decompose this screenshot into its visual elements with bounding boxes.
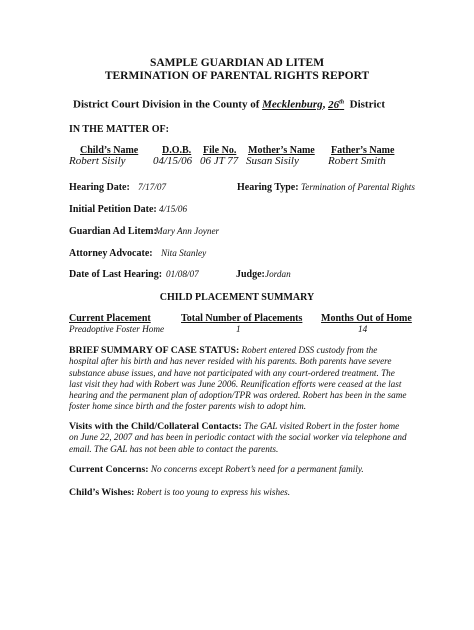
district-number: 26 xyxy=(328,98,340,111)
matter-label: IN THE MATTER OF: xyxy=(69,124,169,135)
value-dob: 04/15/06 xyxy=(153,155,193,167)
value-months-out: 14 xyxy=(358,324,368,334)
value-total-placements: 1 xyxy=(236,324,241,334)
attorney-value: Nita Stanley xyxy=(161,248,207,258)
case-status-label: BRIEF SUMMARY OF CASE STATUS: xyxy=(69,345,240,356)
last-hearing-value: 01/08/07 xyxy=(166,269,199,279)
visits-paragraph xyxy=(69,421,409,455)
concerns-label: Current Concerns: xyxy=(69,464,149,475)
last-hearing-label: Date of Last Hearing: xyxy=(69,269,163,280)
hearing-type-value: Termination of Parental Rights xyxy=(301,182,415,192)
header-mother-name: Mother’s Name xyxy=(248,145,315,156)
value-mother-name: Susan Sisily xyxy=(246,155,299,167)
visits-label: Visits with the Child/Collateral Contacts: xyxy=(69,421,242,432)
gal-label: Guardian Ad Litem: xyxy=(69,226,157,237)
district-suffix: th xyxy=(339,99,345,105)
placement-summary-title: CHILD PLACEMENT SUMMARY xyxy=(159,292,315,303)
judge-value: Jordan xyxy=(265,269,291,279)
header-months-out: Months Out of Home xyxy=(321,313,412,324)
header-file-no: File No. xyxy=(203,145,237,156)
wishes-text: Robert is too young to express his wishes. xyxy=(136,487,291,497)
wishes-label: Child’s Wishes: xyxy=(69,487,135,498)
attorney-label: Attorney Advocate: xyxy=(69,248,153,259)
gal-value: Mary Ann Joyner xyxy=(155,226,220,236)
court-comma: , xyxy=(322,98,329,111)
header-current-placement: Current Placement xyxy=(69,313,151,324)
hearing-date-label: Hearing Date: xyxy=(69,182,130,193)
header-father-name: Father’s Name xyxy=(331,145,395,156)
wishes-paragraph xyxy=(69,487,409,498)
hearing-type-label: Hearing Type: xyxy=(237,182,299,193)
value-current-placement: Preadoptive Foster Home xyxy=(69,324,165,334)
court-division-line xyxy=(73,96,385,112)
concerns-text: No concerns except Robert’s need for a permanent family. xyxy=(150,464,364,474)
hearing-date-value: 7/17/07 xyxy=(138,182,167,192)
visits-text: The GAL visited Robert in the foster home on June 22, 2007 and has been in periodic contact with the social worker via telephone and email. The GAL has not been able to contact the parents. xyxy=(69,421,407,454)
court-suffix: District xyxy=(349,98,386,111)
petition-date-label: Initial Petition Date: xyxy=(69,204,157,215)
header-child-name: Child’s Name xyxy=(80,145,139,156)
report-title-line2: TERMINATION OF PARENTAL RIGHTS REPORT xyxy=(104,70,370,82)
petition-date-value: 4/15/06 xyxy=(159,204,188,214)
court-prefix: District Court Division in the County of xyxy=(73,98,263,111)
header-total-placements: Total Number of Placements xyxy=(181,313,303,324)
judge-label: Judge: xyxy=(236,269,265,280)
concerns-paragraph xyxy=(69,464,409,475)
value-child-name: Robert Sisily xyxy=(69,155,126,167)
court-district-number xyxy=(328,99,344,111)
case-status-text: Robert entered DSS custody from the hospital after his birth and has never resided with his parents. Both parents have severe substance abuse issues, and have not participated with any court-ordered treatment. The last visit they had with Robert was June 2006. Reunification efforts were ceased at the last hearing and the permanent plan of adoption/TPR was ordered. Robert has been in the same foster home since birth and the foster parents wish to adopt him. xyxy=(69,345,407,412)
report-title-line1: SAMPLE GUARDIAN AD LITEM xyxy=(149,57,325,69)
value-father-name: Robert Smith xyxy=(328,155,386,167)
case-status-paragraph xyxy=(69,345,409,413)
court-county: Mecklenburg xyxy=(262,98,323,111)
header-dob: D.O.B. xyxy=(162,145,192,156)
value-file-no: 06 JT 77 xyxy=(200,155,239,167)
